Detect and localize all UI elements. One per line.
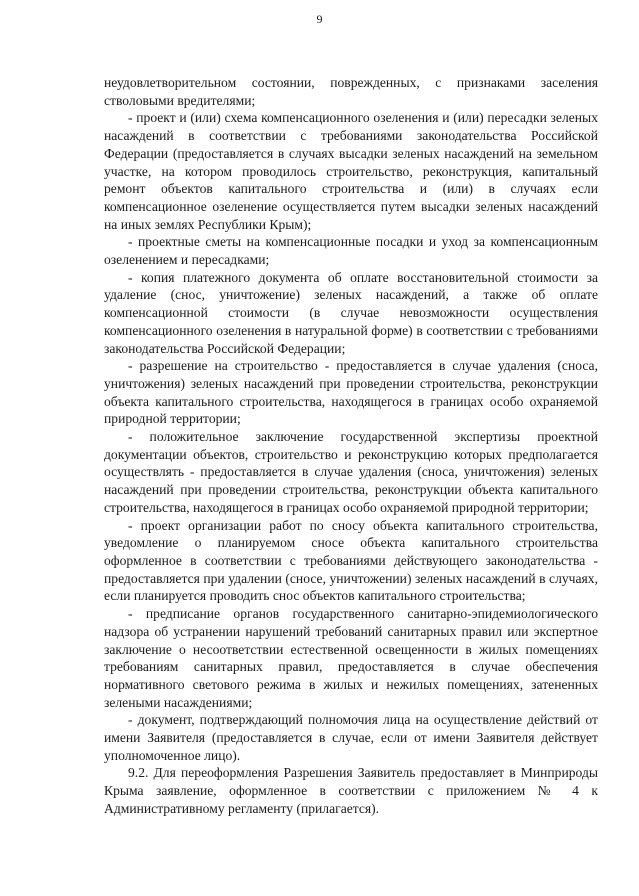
paragraph-state-expertise-conclusion: - положительное заключение государственной экспертизы проектной документации объектов, строительство и реконструкцию которых предполагается осуществлять - предоставляется в случае удаления (сноса, уничтожения) зеленых насаждений при проведении строительства, реконструкции объекта капитального строительства, находящегося в границах особо охраняемой природной территории; xyxy=(104,429,598,515)
paragraph-authority-document: - документ, подтверждающий полномочия лица на осуществление действий от имени Заявителя (предоставляется в случае, если от имени Заявителя действует уполномоченное лицо). xyxy=(104,712,598,763)
paragraph-compensation-landscaping-scheme: - проект и (или) схема компенсационного озеленения и (или) пересадки зеленых насаждений в соответствии с требованиями законодательства Российской Федерации (предоставляется в случаях высадки зеленых насаждений на земельном участке, на котором проводилось строительство, реконструкция, капитальный ремонт объектов капитального строительства и (или) в случаях если компенсационное озеленение осуществляется путем высадки зеленых насаждений на иных землях Республики Крым); xyxy=(104,110,598,232)
page-number: 9 xyxy=(316,12,323,26)
paragraph-payment-document-copy: - копия платежного документа об оплате восстановительной стоимости за удаление (снос, уничтожение) зеленых насаждений, а также об оплате компенсационной стоимости (в случае невозможности осуществления компенсационного озеленения в натуральной форме) в соответствии с требованиями законодательства Российской Федерации; xyxy=(104,269,598,356)
paragraph-demolition-project: - проект организации работ по сносу объекта капитального строительства, уведомление о планируемом сносе объекта капитального строительства оформленное в соответствии с требованиями действующего законодательства - предоставляется при удалении (сносе, уничтожении) зеленых насаждений в случаях, если планируется проводить снос объектов капитального строительства; xyxy=(104,517,598,604)
paragraph-damaged-trees-continuation: неудовлетворительном состоянии, поврежденных, с признаками заселения стволовыми вредителями; xyxy=(104,75,598,108)
paragraph-project-estimates: - проектные сметы на компенсационные посадки и уход за компенсационным озеленением и пересадками; xyxy=(104,234,598,268)
paragraph-section-9-2: 9.2. Для переоформления Разрешения Заявитель предоставляет в Минприроды Крыма заявление, оформленное в соответствии с приложением № 4 к Административному регламенту (прилагается). xyxy=(104,765,598,816)
paragraph-construction-permit: - разрешение на строительство - предоставляется в случае удаления (сноса, уничтожения) зеленых насаждений при проведении строительства, реконструкции объекта капитального строительства, находящегося в границах особо охраняемой природной территории; xyxy=(104,358,598,427)
document-body xyxy=(104,74,598,818)
paragraph-sanitary-order: - предписание органов государственного санитарно-эпидемиологического надзора об устранении нарушений требований санитарных правил или экспертное заключение о несоответствии естественной освещенности в жилых помещениях требованиям санитарных правил, предоставляется в случае обеспечения нормативного светового режима в жилых и нежилых помещениях, затененных зелеными насаждениями; xyxy=(104,606,598,710)
